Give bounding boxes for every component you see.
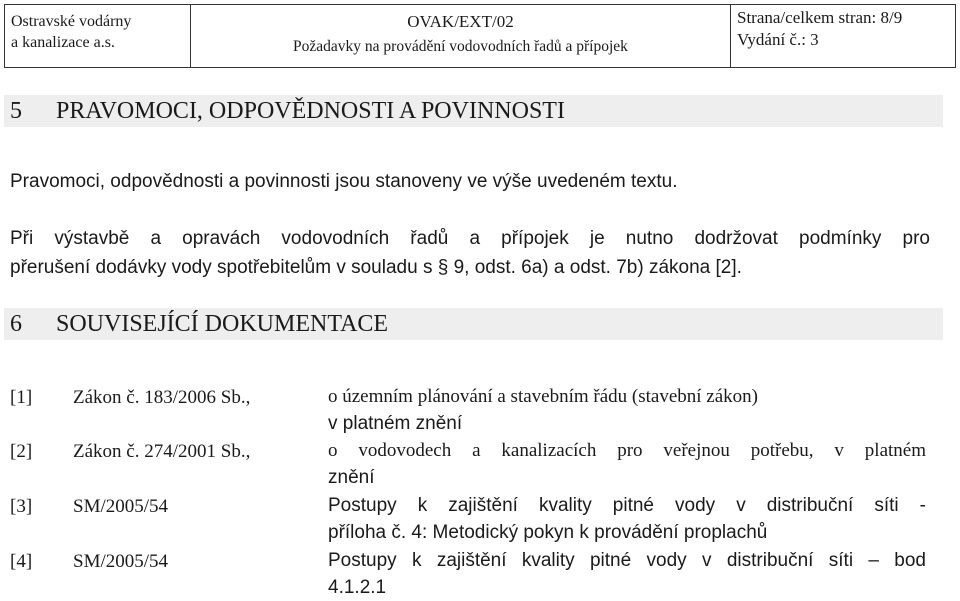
- section-5-paragraph-2: [10, 224, 930, 282]
- reference-source: SM/2005/54: [73, 496, 169, 517]
- section-5-paragraph-1: Pravomoci, odpovědnosti a povinnosti jsou stanoveny ve výše uvedeném textu.: [10, 171, 678, 192]
- section-6-heading: [4, 308, 943, 340]
- section-5-title: PRAVOMOCI, ODPOVĚDNOSTI A POVINNOSTI: [56, 98, 565, 124]
- reference-source: Zákon č. 274/2001 Sb.,: [73, 441, 251, 462]
- reference-description: Postupy k zajištění kvality pitné vody v distribuční síti – bod 4.1.2.1: [328, 550, 926, 598]
- edition-number: Vydání č.: 3: [737, 30, 819, 49]
- reference-label: [2]: [10, 441, 33, 462]
- section-5-heading: [4, 95, 943, 127]
- reference-description: Postupy k zajištění kvality pitné vody v distribuční síti - příloha č. 4: Metodický pokyn k provádění proplachů: [328, 495, 926, 543]
- section-6-number: 6: [10, 311, 22, 337]
- company-name-line1: Ostravské vodárny: [11, 13, 132, 30]
- reference-description: o vodovodech a kanalizacích pro veřejnou potřebu, v platném znění: [328, 440, 926, 488]
- reference-label: [1]: [10, 387, 33, 408]
- reference-label: [4]: [10, 551, 33, 572]
- document-id-cell: [191, 5, 731, 67]
- company-cell: [5, 5, 191, 67]
- section-6-title: SOUVISEJÍCÍ DOKUMENTACE: [56, 311, 389, 337]
- reference-source: SM/2005/54: [73, 551, 169, 572]
- document-title: Požadavky na provádění vodovodních řadů a přípojek: [293, 38, 628, 55]
- page-count: Strana/celkem stran: 8/9: [737, 8, 903, 27]
- document-code: OVAK/EXT/02: [407, 12, 514, 31]
- paragraph-2-line-1: Při výstavbě a opravách vodovodních řadů a přípojek je nutno dodržovat podmínky pro: [10, 228, 930, 249]
- page-info-cell: [731, 5, 955, 67]
- section-5-number: 5: [10, 98, 22, 124]
- reference-label: [3]: [10, 496, 33, 517]
- reference-description: o územním plánování a stavebním řádu (stavební zákon) v platném znění: [328, 386, 759, 434]
- document-header: [4, 4, 956, 68]
- company-name-line2: a kanalizace a.s.: [11, 34, 115, 51]
- paragraph-2-line-2: přerušení dodávky vody spotřebitelům v souladu s § 9, odst. 6a) a odst. 7b) zákona [2].: [10, 257, 742, 278]
- reference-source: Zákon č. 183/2006 Sb.,: [73, 387, 251, 408]
